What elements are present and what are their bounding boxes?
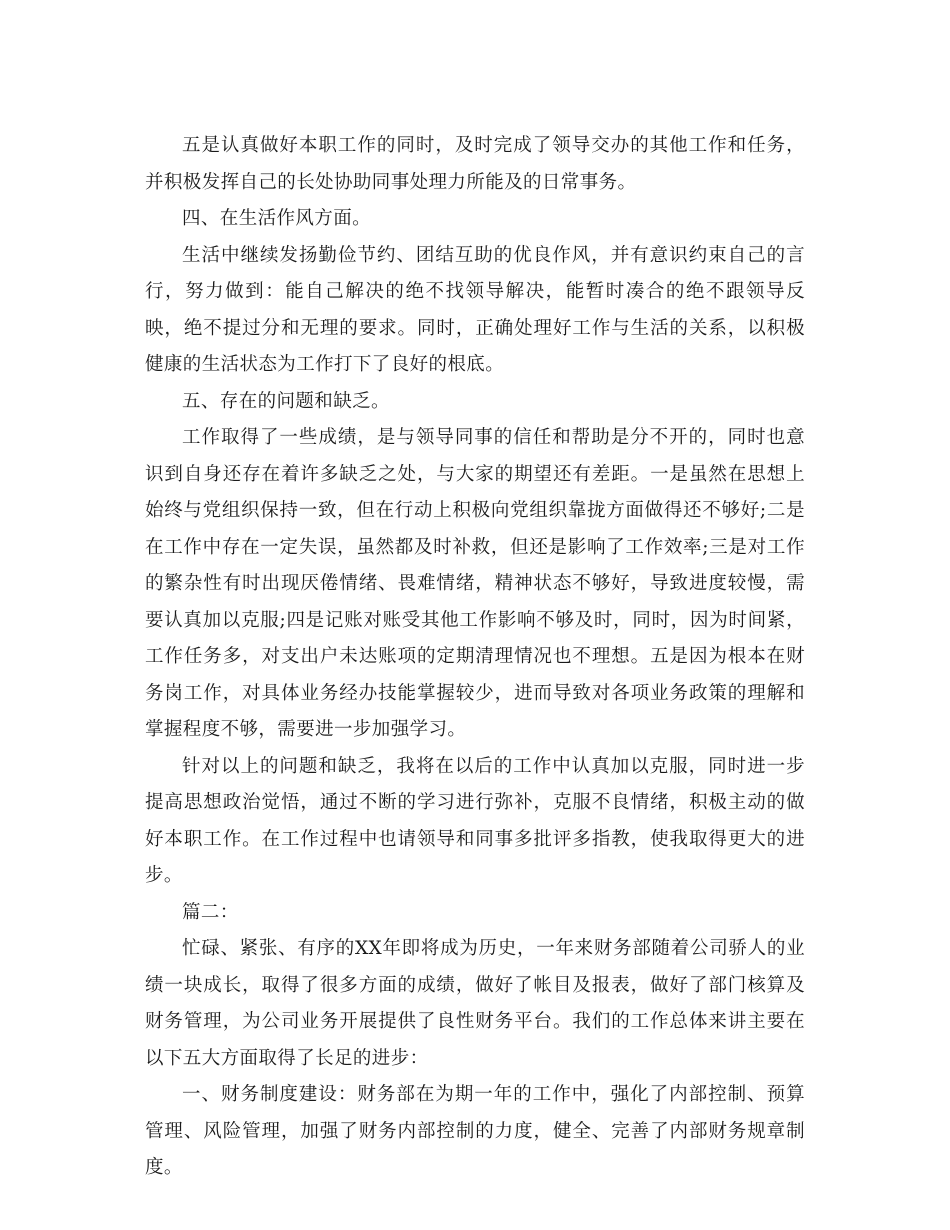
- heading-lifestyle: 四、在生活作风方面。: [182, 208, 372, 229]
- paragraph-lifestyle: 生活中继续发扬勤俭节约、团结互助的优良作风，并有意识约束自己的言行，努力做到：能自己解决的绝不找领导解决，能暂时凑合的绝不跟领导反映，绝不提过分和无理的要求。同时，正确处理好工作与生活的关系，以积极健康的生活状态为工作打下了良好的根底。: [145, 244, 805, 375]
- paragraph-improvement: 针对以上的问题和缺乏，我将在以后的工作中认真加以克服，同时进一步提高思想政治觉悟，通过不断的学习进行弥补，克服不良情绪，积极主动的做好本职工作。在工作过程中也请领导和同事多批评多指教，使我取得更大的进步。: [145, 755, 805, 886]
- paragraph-annual-summary: 忙碌、紧张、有序的XX年即将成为历史，一年来财务部随着公司骄人的业绩一块成长，取得了很多方面的成绩，做好了帐目及报表，做好了部门核算及财务管理，为公司业务开展提供了良性财务平台。我们的工作总体来讲主要在以下五大方面取得了长足的进步：: [145, 938, 805, 1069]
- paragraph-finance-system: 一、财务制度建设：财务部在为期一年的工作中，强化了内部控制、预算管理、风险管理，加强了财务内部控制的力度，健全、完善了内部财务规章制度。: [145, 1084, 805, 1178]
- paragraph-duties-item-five: 五是认真做好本职工作的同时，及时完成了领导交办的其他工作和任务，并积极发挥自己的长处协助同事处理力所能及的日常事务。: [145, 135, 805, 193]
- heading-part-two: 篇二：: [182, 901, 239, 923]
- document-page: [145, 128, 805, 1187]
- heading-problems: 五、存在的问题和缺乏。: [182, 390, 390, 412]
- paragraph-problems: 工作取得了一些成绩，是与领导同事的信任和帮助是分不开的，同时也意识到自身还存在着许多缺乏之处，与大家的期望还有差距。一是虽然在思想上始终与党组织保持一致，但在行动上积极向党组织靠拢方面做得还不够好;二是在工作中存在一定失误，虽然都及时补救，但还是影响了工作效率;三是对工作的繁杂性有时出现厌倦情绪、畏难情绪，精神状态不够好，导致进度较慢，需要认真加以克服;四是记账对账受其他工作影响不够及时，同时，因为时间紧，工作任务多，对支出户未达账项的定期清理情况也不理想。五是因为根本在财务岗工作，对具体业务经办技能掌握较少，进而导致对各项业务政策的理解和掌握程度不够，需要进一步加强学习。: [145, 427, 805, 740]
